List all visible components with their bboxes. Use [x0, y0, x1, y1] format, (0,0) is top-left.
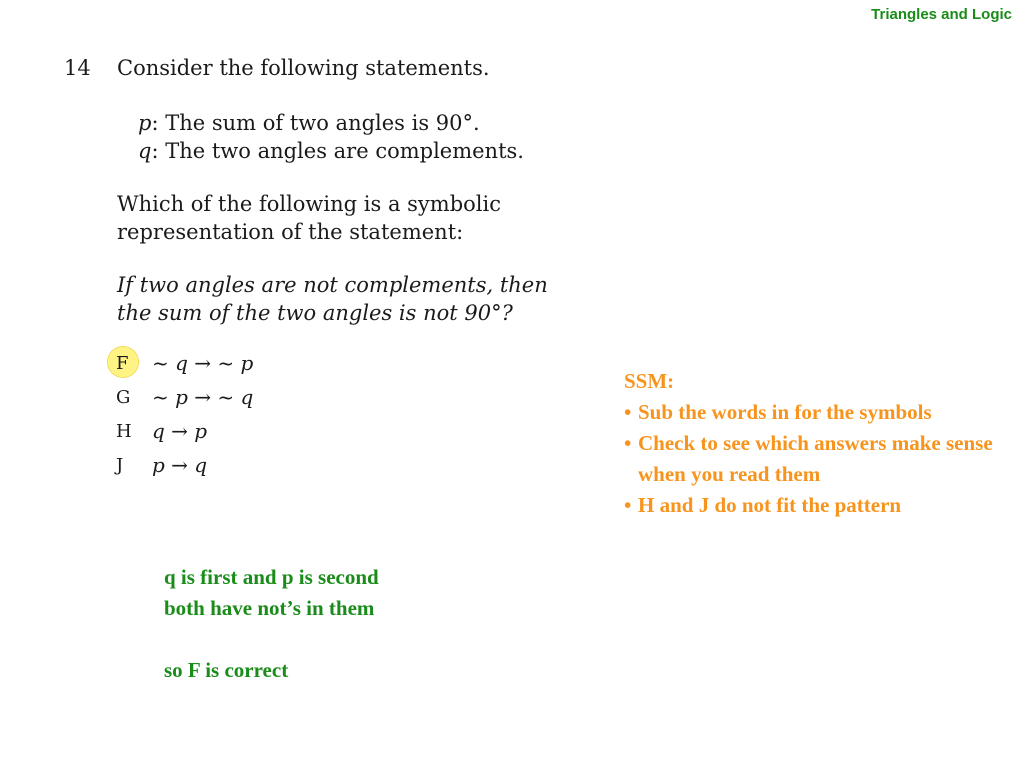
statement-p: [138, 109, 524, 137]
question-instruction: [117, 190, 637, 246]
note-line: q is first and p is second: [164, 565, 379, 589]
option-symbolic: q → p: [152, 419, 208, 443]
ssm-bullet: [624, 397, 1018, 428]
note-line: both have not’s in them: [164, 596, 375, 620]
instruction-line: Which of the following is a symbolic: [117, 192, 501, 216]
statement-text: : The sum of two angles is 90°.: [151, 111, 480, 135]
option-h[interactable]: [116, 414, 253, 448]
statement-text: : The two angles are complements.: [151, 139, 524, 163]
ssm-bullet-text: Sub the words in for the symbols: [638, 400, 932, 424]
option-g[interactable]: [116, 380, 253, 414]
ssm-bullet-text: H and J do not fit the pattern: [638, 493, 902, 517]
bullet-icon: •: [624, 493, 632, 517]
ssm-heading: SSM:: [624, 369, 675, 393]
answer-options: [116, 346, 253, 482]
slide-title: Triangles and Logic: [871, 6, 1012, 23]
statements-block: [138, 109, 524, 165]
instruction-line: representation of the statement:: [117, 220, 464, 244]
option-letter: G: [116, 386, 131, 408]
ssm-bullet: [624, 428, 1018, 490]
option-j[interactable]: [116, 448, 253, 482]
ssm-bullet: [624, 490, 1018, 521]
bullet-icon: •: [624, 431, 632, 455]
conditional-line: If two angles are not complements, then: [117, 273, 548, 297]
ssm-bullet-text: Check to see which answers make sense when you read them: [638, 431, 993, 486]
conditional-statement: [117, 271, 548, 327]
statement-q: [138, 137, 524, 165]
option-letter: J: [116, 454, 124, 476]
option-letter: F: [116, 352, 129, 374]
note-line: so F is correct: [164, 658, 289, 682]
option-symbolic: ~ q → ~ p: [152, 351, 254, 375]
option-f[interactable]: [116, 346, 253, 380]
option-letter: H: [116, 420, 132, 442]
question-prompt: Consider the following statements.: [117, 56, 490, 80]
question-number: 14: [64, 56, 91, 80]
bullet-icon: •: [624, 400, 632, 424]
statement-var: q: [138, 139, 152, 163]
ssm-strategy: [624, 366, 1018, 521]
option-symbolic: p → q: [152, 453, 208, 477]
conditional-line: the sum of the two angles is not 90°?: [117, 301, 513, 325]
option-symbolic: ~ p → ~ q: [152, 385, 254, 409]
explanation-note: [164, 562, 379, 686]
statement-var: p: [138, 111, 152, 135]
